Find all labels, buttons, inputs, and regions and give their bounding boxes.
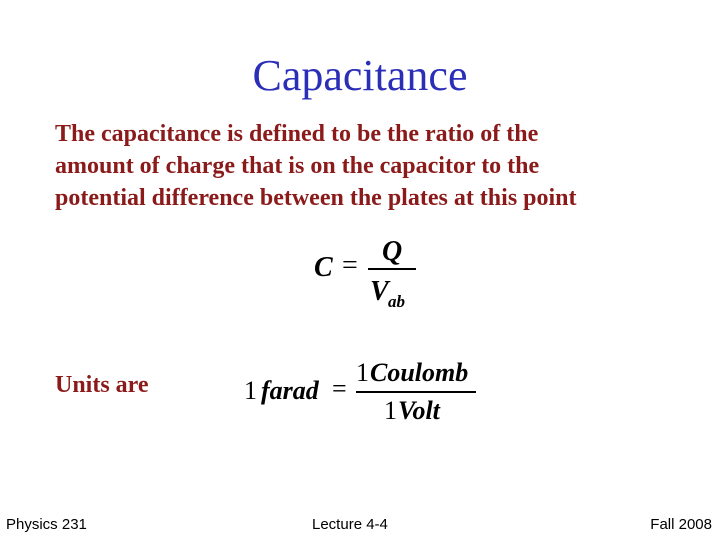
footer-lecture: Lecture 4-4	[312, 516, 388, 533]
equation-subscript-ab: ab	[388, 292, 405, 311]
coulomb-number: 1	[356, 358, 369, 387]
fraction-bar	[368, 268, 416, 270]
equation-numerator-q: Q	[382, 236, 403, 267]
definition-line: The capacitance is defined to be the ratio of the	[55, 121, 539, 147]
definition-text	[55, 118, 695, 214]
equals-sign: =	[332, 374, 347, 403]
farad-unit: farad	[261, 376, 319, 405]
equation-lhs-c: C	[314, 252, 333, 283]
definition-line: amount of charge that is on the capacitor to the	[55, 153, 540, 179]
farad-number: 1	[244, 376, 257, 405]
footer-course: Physics 231	[6, 516, 87, 533]
equation-denominator-v: V	[370, 276, 389, 307]
units-label: Units are	[55, 372, 149, 398]
volt-number: 1	[384, 396, 397, 425]
equals-sign: =	[342, 250, 358, 281]
fraction-bar	[356, 391, 476, 393]
slide-title: Capacitance	[252, 51, 468, 100]
definition-line: potential difference between the plates at this point	[55, 185, 577, 211]
footer-term: Fall 2008	[650, 516, 712, 533]
volt-unit: Volt	[398, 396, 440, 425]
coulomb-unit: Coulomb	[370, 358, 469, 387]
